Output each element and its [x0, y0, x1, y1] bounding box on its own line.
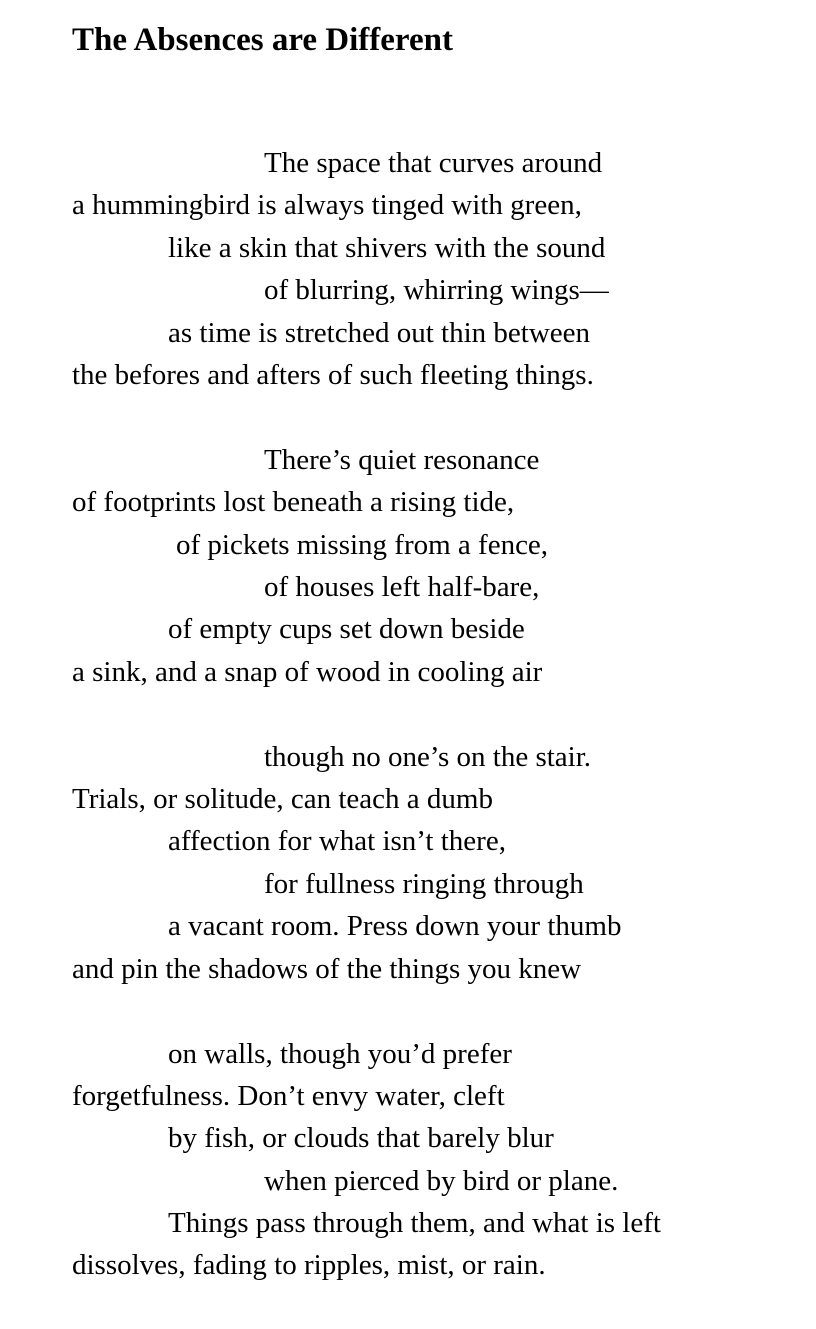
poem-line: by fish, or clouds that barely blur [168, 1122, 554, 1155]
poem-line: affection for what isn’t there, [168, 825, 506, 858]
poem-line: of houses left half-bare, [264, 571, 540, 604]
poem-line: of pickets missing from a fence, [176, 528, 549, 561]
poem-title: The Absences are Different [72, 22, 453, 58]
poem-line: a hummingbird is always tinged with green, [72, 189, 582, 222]
poem-line: forgetfulness. Don’t envy water, cleft [72, 1079, 505, 1112]
poem-line: The space that curves around [264, 147, 603, 179]
poem-line: a vacant room. Press down your thumb [168, 910, 622, 943]
poem-body [72, 142, 792, 1329]
poem-line: of empty cups set down beside [168, 613, 525, 646]
poem-line: Trials, or solitude, can teach a dumb [72, 783, 493, 816]
poem-line: of footprints lost beneath a rising tide, [72, 486, 515, 519]
poem-line: of blurring, whirring wings— [264, 274, 609, 307]
poem-line: though no one’s on the stair. [264, 740, 592, 773]
poem-line: a sink, and a snap of wood in cooling air [72, 655, 543, 688]
poem-line: Things pass through them, and what is left [168, 1207, 661, 1240]
stanza-3 [72, 736, 792, 990]
poem-line: when pierced by bird or plane. [264, 1164, 619, 1197]
poem-line: like a skin that shivers with the sound [168, 231, 606, 264]
poem-line: for fullness ringing through [264, 867, 584, 900]
poem-line: dissolves, fading to ripples, mist, or rain. [72, 1249, 546, 1282]
poem-line: on walls, though you’d prefer [168, 1037, 512, 1070]
poem-line: the befores and afters of such fleeting things. [72, 358, 594, 391]
stanza-2 [72, 439, 792, 693]
poem-line: as time is stretched out thin between [168, 316, 591, 349]
poem-line: There’s quiet resonance [264, 443, 540, 476]
poem-line: and pin the shadows of the things you knew [72, 952, 582, 985]
stanza-4 [72, 1033, 792, 1287]
stanza-1 [72, 142, 792, 396]
